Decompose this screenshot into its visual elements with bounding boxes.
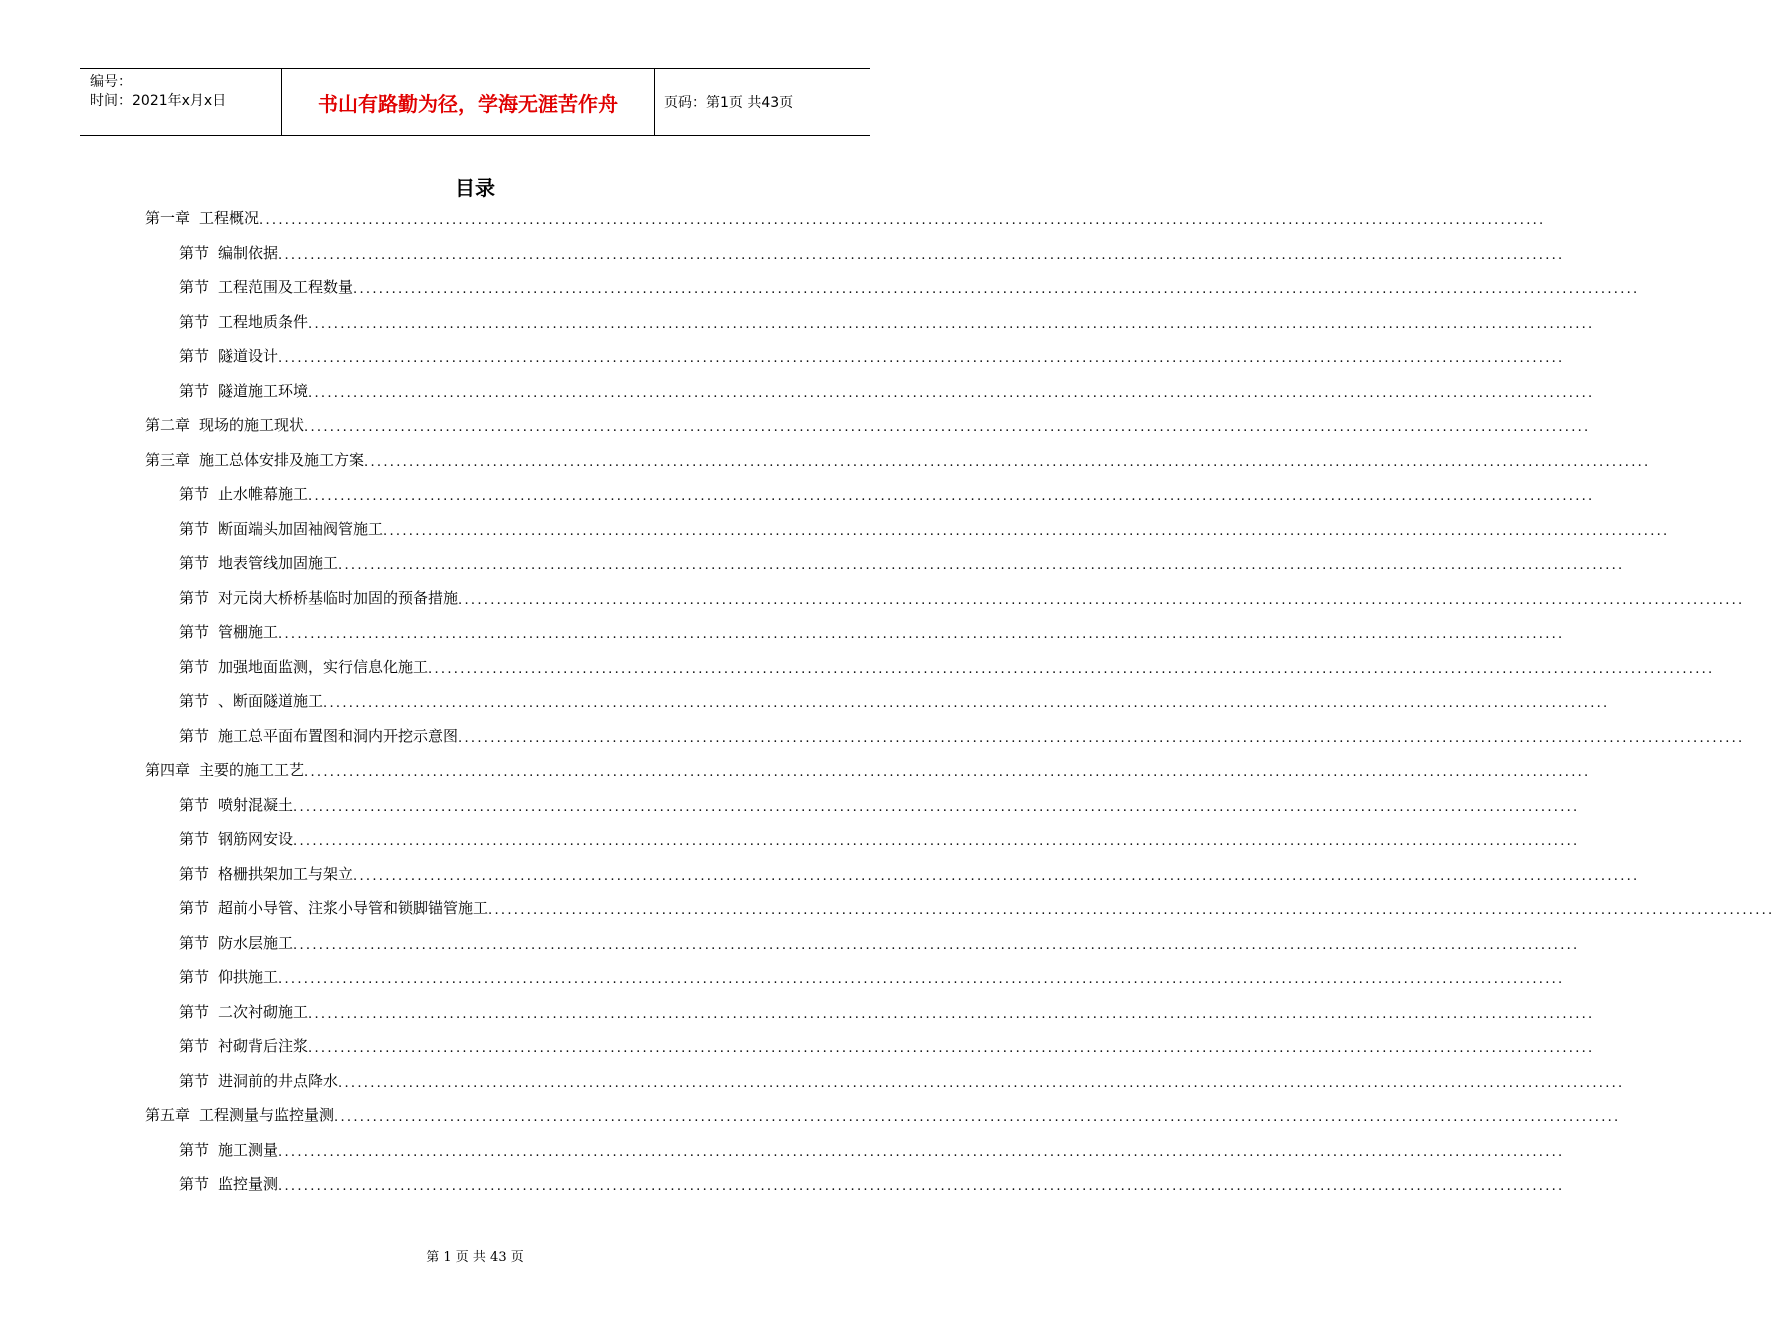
toc-entry-number: 第节 — [179, 1140, 210, 1159]
toc-entry-section — [179, 480, 1595, 504]
toc-leader-dots: ........................................................................................................................................................................................................ — [278, 1144, 1565, 1160]
toc-entry-label — [179, 897, 488, 918]
toc-entry-section — [179, 618, 1565, 642]
toc-entry-label — [179, 1001, 308, 1022]
toc-entry-section — [179, 963, 1565, 987]
header-date-label: 时间：2021年x月x日 — [90, 93, 227, 109]
toc-entry-section — [179, 687, 1610, 711]
toc-leader-dots: ........................................................................................................................................................................................................ — [338, 1075, 1625, 1091]
toc-leader-dots: ........................................................................................................................................................................................................ — [308, 385, 1595, 401]
toc-entry-section — [179, 1136, 1565, 1160]
toc-leader-dots: ........................................................................................................................................................................................................ — [308, 1041, 1595, 1056]
toc-entry-number: 第四章 — [145, 761, 191, 779]
toc-entry-number: 第节 — [179, 657, 210, 676]
toc-entry-text: 工程测量与监控量测 — [199, 1106, 335, 1124]
toc-entry-section — [179, 549, 1625, 573]
toc-entry-number: 第节 — [179, 243, 210, 262]
toc-entry-number: 第五章 — [145, 1106, 191, 1124]
toc-entry-number: 第二章 — [145, 416, 191, 434]
toc-leader-dots: ........................................................................................................................................................................................................ — [323, 696, 1610, 711]
toc-entry-label — [179, 966, 278, 987]
toc-entry-section — [179, 1032, 1595, 1056]
toc-entry-label — [179, 621, 278, 642]
toc-entry-number: 第节 — [179, 726, 210, 745]
document-header — [80, 68, 870, 136]
toc-entry-text: 施工总体安排及施工方案 — [199, 450, 365, 469]
toc-entry-label — [179, 552, 338, 573]
toc-leader-dots: ........................................................................................................................................................................................................ — [308, 489, 1595, 504]
toc-entry-section — [179, 894, 1775, 918]
toc-entry-label — [179, 1139, 278, 1160]
toc-leader-dots: ........................................................................................................................................................................................................ — [293, 834, 1580, 849]
toc-entry-label — [179, 932, 293, 953]
toc-entry-label — [179, 656, 428, 677]
toc-entry-text: 超前小导管、注浆小导管和锁脚锚管施工 — [218, 899, 489, 917]
toc-entry-label — [145, 207, 259, 228]
toc-entry-label — [179, 276, 353, 297]
toc-entry-section — [179, 1170, 1565, 1194]
toc-entry-text: 对元岗大桥桥基临时加固的预备措施 — [218, 588, 459, 607]
toc-entry-text: 施工测量 — [218, 1140, 279, 1159]
toc-entry-number: 第节 — [179, 1175, 210, 1193]
toc-entry-number: 第节 — [179, 864, 210, 883]
toc-entry-label — [179, 587, 458, 608]
toc-entry-section — [179, 308, 1595, 332]
toc-entry-chapter — [145, 1101, 1621, 1125]
toc-entry-number: 第节 — [179, 623, 210, 641]
toc-entry-number: 第三章 — [145, 450, 191, 469]
header-number-label: 编号： — [90, 74, 132, 90]
toc-entry-section — [179, 791, 1580, 815]
toc-entry-text: 现场的施工现状 — [199, 416, 305, 434]
toc-leader-dots: ........................................................................................................................................................................................................ — [338, 558, 1625, 573]
toc-entry-number: 第节 — [179, 899, 210, 917]
toc-entry-label — [179, 242, 278, 263]
toc-leader-dots: ........................................................................................................................................................................................................ — [353, 282, 1640, 297]
toc-leader-dots: ........................................................................................................................................................................................................ — [334, 1110, 1621, 1125]
toc-entry-section — [179, 273, 1640, 297]
toc-leader-dots: ........................................................................................................................................................................................................ — [428, 661, 1715, 677]
toc-entry-text: 主要的施工工艺 — [199, 761, 305, 779]
toc-entry-text: 隧道设计 — [218, 347, 279, 365]
toc-entry-number: 第节 — [179, 830, 210, 848]
toc-entry-number: 第节 — [179, 278, 210, 296]
header-meta — [80, 69, 282, 135]
toc-entry-text: 二次衬砌施工 — [218, 1002, 309, 1021]
toc-entry-label — [179, 311, 308, 332]
toc-entry-number: 第节 — [179, 347, 210, 365]
toc-entry-text: 、断面隧道施工 — [218, 692, 324, 710]
toc-leader-dots: ........................................................................................................................................................................................................ — [383, 523, 1670, 539]
toc-leader-dots: ........................................................................................................................................................................................................ — [458, 592, 1745, 608]
toc-entry-section — [179, 825, 1580, 849]
toc-entry-section — [179, 653, 1715, 677]
toc-entry-text: 管棚施工 — [218, 623, 279, 641]
toc-leader-dots: ........................................................................................................................................................................................................ — [278, 972, 1565, 987]
toc-entry-label — [179, 828, 293, 849]
toc-entry-section — [179, 1067, 1625, 1091]
toc-entry-chapter — [145, 756, 1591, 780]
toc-entry-number: 第节 — [179, 519, 210, 538]
toc-entry-text: 止水帷幕施工 — [218, 485, 309, 503]
toc-entry-text: 工程范围及工程数量 — [218, 278, 354, 296]
toc-entry-text: 仰拱施工 — [218, 968, 279, 986]
toc-entry-text: 断面端头加固袖阀管施工 — [218, 519, 384, 538]
toc-entry-number: 第节 — [179, 933, 210, 952]
toc-entry-number: 第节 — [179, 312, 210, 331]
toc-entry-text: 编制依据 — [218, 243, 279, 262]
toc-leader-dots: ........................................................................................................................................................................................................ — [278, 351, 1565, 366]
toc-entry-text: 进洞前的井点降水 — [218, 1071, 339, 1090]
toc-entry-section — [179, 722, 1745, 746]
toc-leader-dots: ........................................................................................................................................................................................................ — [304, 420, 1591, 435]
toc-entry-label — [179, 380, 308, 401]
toc-entry-label — [179, 518, 383, 539]
toc-entry-section — [179, 342, 1565, 366]
toc-entry-label — [179, 863, 353, 884]
toc-leader-dots: ........................................................................................................................................................................................................ — [278, 627, 1565, 642]
toc-leader-dots: ........................................................................................................................................................................................................ — [308, 316, 1595, 332]
toc-entry-section — [179, 515, 1670, 539]
toc-entry-number: 第节 — [179, 381, 210, 400]
toc-leader-dots: ........................................................................................................................................................................................................ — [458, 730, 1745, 746]
toc-entry-label — [179, 1070, 338, 1091]
toc-entry-label — [179, 1173, 278, 1194]
toc-entry-section — [179, 860, 1640, 884]
toc-entry-label — [145, 1104, 334, 1125]
toc-entry-text: 工程地质条件 — [218, 312, 309, 331]
toc-entry-number: 第节 — [179, 968, 210, 986]
toc-entry-label — [179, 690, 323, 711]
toc-entry-text: 施工总平面布置图和洞内开挖示意图 — [218, 726, 459, 745]
toc-entry-label — [145, 414, 304, 435]
toc-entry-label — [179, 345, 278, 366]
toc-entry-text: 格栅拱架加工与架立 — [218, 864, 354, 883]
toc-entry-number: 第一章 — [145, 209, 191, 227]
toc-entry-chapter — [145, 411, 1591, 435]
toc-entry-number: 第节 — [179, 692, 210, 710]
toc-leader-dots: ........................................................................................................................................................................................................ — [353, 868, 1640, 884]
toc-leader-dots: ........................................................................................................................................................................................................ — [259, 213, 1546, 228]
toc-entry-label — [179, 794, 293, 815]
toc-entry-text: 防水层施工 — [218, 933, 294, 952]
toc-entry-text: 监控量测 — [218, 1175, 279, 1193]
header-page-info: 页码：第1页 共43页 — [664, 95, 794, 111]
toc-entry-label — [179, 483, 308, 504]
toc-entry-text: 工程概况 — [199, 209, 260, 227]
toc-entry-chapter — [145, 204, 1546, 228]
toc-leader-dots: ........................................................................................................................................................................................................ — [488, 903, 1775, 918]
toc-entry-text: 隧道施工环境 — [218, 381, 309, 400]
toc-entry-section — [179, 239, 1565, 263]
toc-title: 目录 — [455, 176, 495, 200]
toc-entry-label — [179, 1035, 308, 1056]
toc-entry-text: 衬砌背后注浆 — [218, 1037, 309, 1055]
header-motto: 书山有路勤为径，学海无涯苦作舟 — [282, 69, 655, 135]
toc-entry-label — [145, 759, 304, 780]
toc-entry-section — [179, 998, 1595, 1022]
toc-leader-dots: ........................................................................................................................................................................................................ — [308, 1006, 1595, 1022]
toc-entry-label — [145, 449, 364, 470]
toc-entry-number: 第节 — [179, 1071, 210, 1090]
page-footer: 第 1 页 共 43 页 — [426, 1250, 524, 1265]
toc-entry-text: 地表管线加固施工 — [218, 554, 339, 572]
toc-entry-number: 第节 — [179, 795, 210, 814]
toc-entry-section — [179, 584, 1745, 608]
toc-entry-number: 第节 — [179, 588, 210, 607]
toc-entry-section — [179, 377, 1595, 401]
toc-entry-label — [179, 725, 458, 746]
toc-leader-dots: ........................................................................................................................................................................................................ — [278, 1179, 1565, 1194]
toc-entry-number: 第节 — [179, 1037, 210, 1055]
toc-entry-section — [179, 929, 1580, 953]
toc-leader-dots: ........................................................................................................................................................................................................ — [364, 454, 1651, 470]
toc-entry-chapter — [145, 446, 1651, 470]
toc-entry-number: 第节 — [179, 1002, 210, 1021]
toc-leader-dots: ........................................................................................................................................................................................................ — [293, 799, 1580, 815]
toc-entry-number: 第节 — [179, 554, 210, 572]
toc-leader-dots: ........................................................................................................................................................................................................ — [304, 765, 1591, 780]
toc-entry-text: 加强地面监测，实行信息化施工 — [218, 657, 429, 676]
toc-entry-number: 第节 — [179, 485, 210, 503]
toc-entry-text: 喷射混凝土 — [218, 795, 294, 814]
toc-leader-dots: ........................................................................................................................................................................................................ — [278, 247, 1565, 263]
toc-leader-dots: ........................................................................................................................................................................................................ — [293, 937, 1580, 953]
toc-entry-text: 钢筋网安设 — [218, 830, 294, 848]
